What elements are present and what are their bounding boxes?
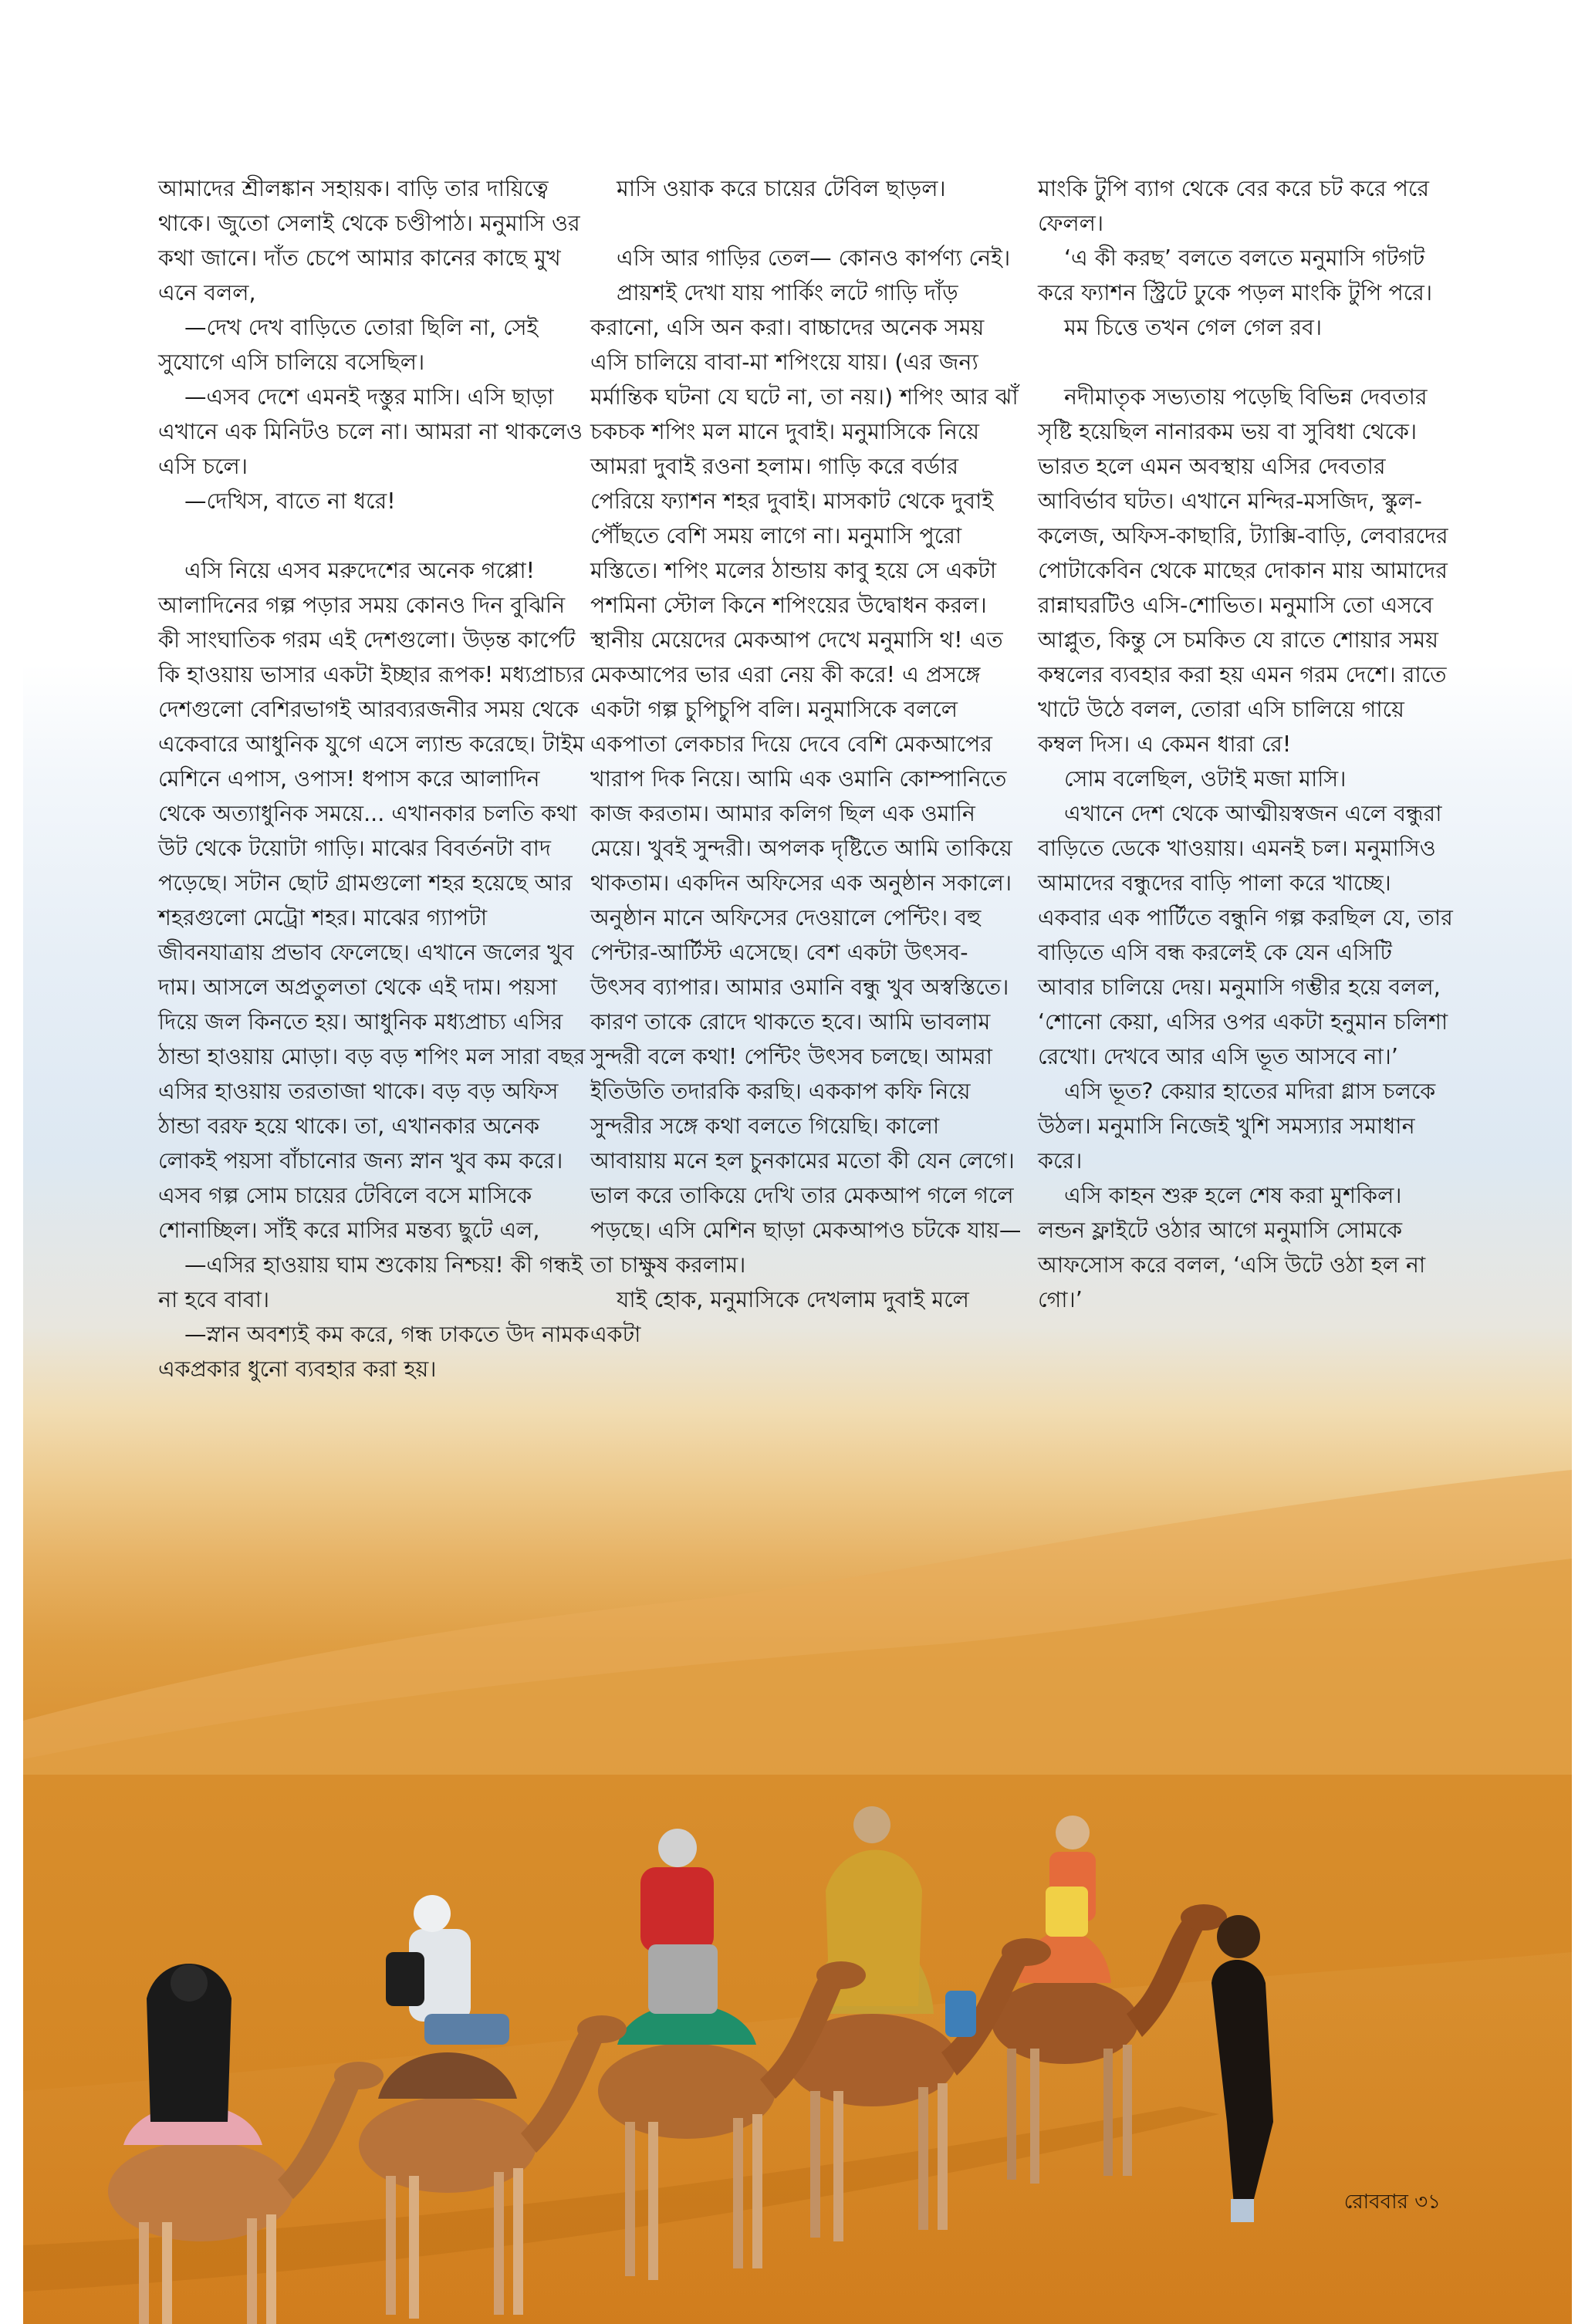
paragraph: মম চিত্তে তখন গেল গেল রব। <box>1064 315 1323 340</box>
paragraph: এসি ভূত? কেয়ার হাতের মদিরা গ্লাস চলকে উঠল। মনুমাসি নিজেই খুশি সমস্যার সমাধান করে। <box>1038 1079 1436 1174</box>
paragraph: —এসব দেশে এমনই দস্তুর মাসি। এসি ছাড়া এখানে এক মিনিটও চলে না। আমরা না থাকলেও এসি চলে। <box>158 384 583 479</box>
text-column-1 <box>158 171 590 1387</box>
camel-caravan-photo <box>23 1659 1572 2324</box>
paragraph: —স্নান অবশ্যই কম করে, গন্ধ ঢাকতে উদ নামক একপ্রকার ধুনো ব্যবহার করা হয়। <box>158 1322 590 1382</box>
paragraph: —দেখিস, বাতে না ধরে! <box>184 488 396 514</box>
paragraph: মাংকি টুপি ব্যাগ থেকে বের করে চট করে পরে ফেলল। <box>1038 176 1430 236</box>
paragraph: যাই হোক, মনুমাসিকে দেখলাম দুবাই মলে একটা <box>590 1287 969 1347</box>
paragraph: এসি নিয়ে এসব মরুদেশের অনেক গপ্পো! আলাদিনের গল্প পড়ার সময় কোনও দিন বুঝিনি কী সাংঘাতিক গরম এই দেশগুলো। উড়ন্ত কার্পেট কি হাওয়ায় ভাসার একটা ইচ্ছার রূপক! মধ্যপ্রাচ্যর দেশগুলো বেশিরভাগই আরব্যরজনীর সময় থেকে একেবারে আধুনিক যুগে এসে ল্যান্ড করেছে। টাইম মেশিনে এপাস, ওপাস! ধপাস করে আলাদিন থেকে অত্যাধুনিক সময়ে... এখানকার চলতি কথা উট থেকে টয়োটা গাড়ি। মাঝের বিবর্তনটা বাদ পড়েছে। সটান ছোট গ্রামগুলো শহর হয়েছে আর শহরগুলো মেট্রো শহর। মাঝের গ্যাপটা জীবনযাত্রায় প্রভাব ফেলেছে। এখানে জলের খুব দাম। আসলে অপ্রতুলতা থেকে এই দাম। পয়সা দিয়ে জল কিনতে হয়। আধুনিক মধ্যপ্রাচ্য এসির ঠান্ডা হাওয়ায় মোড়া। বড় বড় শপিং মল সারা বছর এসির হাওয়ায় তরতাজা থাকে। বড় বড় অফিস ঠান্ডা বরফ হয়ে থাকে। তা, এখানকার অনেক লোকই পয়সা বাঁচানোর জন্য স্নান খুব কম করে। এসব গল্প সোম চায়ের টেবিলে বসে মাসিকে শোনাচ্ছিল। সাঁই করে মাসির মন্তব্য ছুটে এল, <box>158 558 586 1243</box>
paragraph: এসি কাহন শুরু হলে শেষ করা মুশকিল। লন্ডন ফ্লাইটে ওঠার আগে মনুমাসি সোমকে আফসোস করে বলল, ‘এসি উটে ওঠা হল না গো।’ <box>1038 1183 1426 1312</box>
text-column-2 <box>590 171 1022 1352</box>
paragraph: এখানে দেশ থেকে আত্মীয়স্বজন এলে বন্ধুরা বাড়িতে ডেকে খাওয়ায়। এমনই চল। মনুমাসিও আমাদের বন্ধুদের বাড়ি পালা করে খাচ্ছে। একবার এক পার্টিতে বন্ধুনি গল্প করছিল যে, তার বাড়িতে এসি বন্ধ করলেই কে যেন এসিটি আবার চালিয়ে দেয়। মনুমাসি গম্ভীর হয়ে বলল, ‘শোনো কেয়া, এসির ওপর একটা হনুমান চলিশা রেখো। দেখবে আর এসি ভূত আসবে না।’ <box>1038 801 1453 1069</box>
paragraph: ‘এ কী করছ’ বলতে বলতে মনুমাসি গটগট করে ফ্যাশন স্ট্রিটে ঢুকে পড়ল মাংকি টুপি পরে। <box>1038 245 1433 306</box>
paragraph: —দেখ দেখ বাড়িতে তোরা ছিলি না, সেই সুযোগে এসি চালিয়ে বসেছিল। <box>158 315 539 375</box>
page-folio: রোববার ৩১ <box>1343 2191 1441 2214</box>
paragraph: এসি আর গাড়ির তেল— কোনও কার্পণ্য নেই। <box>617 245 1011 271</box>
paragraph: প্রায়শই দেখা যায় পার্কিং লটে গাড়ি দাঁড় করানো, এসি অন করা। বাচ্চাদের অনেক সময় এসি চালিয়ে বাবা-মা শপিংয়ে যায়। (এর জন্য মর্মান্তিক ঘটনা যে ঘটে না, তা নয়।) শপিং আর ঝাঁ চকচক শপিং মল মানে দুবাই। মনুমাসিকে নিয়ে আমরা দুবাই রওনা হলাম। গাড়ি করে বর্ডার পেরিয়ে ফ্যাশন শহর দুবাই। মাসকাট থেকে দুবাই পৌঁছতে বেশি সময় লাগে না। মনুমাসি পুরো মস্তিতে। শপিং মলের ঠান্ডায় কাবু হয়ে সে একটা পশমিনা স্টোল কিনে শপিংয়ের উদ্বোধন করল। স্থানীয় মেয়েদের মেকআপ দেখে মনুমাসি থ! এত মেকআপের ভার এরা নেয় কী করে! এ প্রসঙ্গে একটা গল্প চুপিচুপি বলি। মনুমাসিকে বললে একপাতা লেকচার দিয়ে দেবে বেশি মেকআপের খারাপ দিক নিয়ে। আমি এক ওমানি কোম্পানিতে কাজ করতাম। আমার কলিগ ছিল এক ওমানি মেয়ে। খুবই সুন্দরী। অপলক দৃষ্টিতে আমি তাকিয়ে থাকতাম। একদিন অফিসের এক অনুষ্ঠান সকালে। অনুষ্ঠান মানে অফিসের দেওয়ালে পেন্টিং। বহু পেন্টার-আর্টিস্ট এসেছে। বেশ একটা উৎসব-উৎসব ব্যাপার। আমার ওমানি বন্ধু খুব অস্বস্তিতে। কারণ তাকে রোদে থাকতে হবে। আমি ভাবলাম সুন্দরী বলে কথা! পেন্টিং উৎসব চলছে। আমরা ইতিউতি তদারকি করছি। এককাপ কফি নিয়ে সুন্দরীর সঙ্গে কথা বলতে গিয়েছি। কালো আবায়ায় মনে হল চুনকামের মতো কী যেন লেগে। ভাল করে তাকিয়ে দেখি তার মেকআপ গলে গলে পড়ছে। এসি মেশিন ছাড়া মেকআপও চটকে যায়— তা চাক্ষুষ করলাম। <box>590 280 1022 1278</box>
article-body <box>158 171 1453 1637</box>
paragraph: নদীমাতৃক সভ্যতায় পড়েছি বিভিন্ন দেবতার সৃষ্টি হয়েছিল নানারকম ভয় বা সুবিধা থেকে। ভারত হলে এমন অবস্থায় এসির দেবতার আবির্ভাব ঘটত। এখানে মন্দির-মসজিদ, স্কুল-কলেজ, অফিস-কাছারি, ট্যাক্সি-বাড়ি, লেবারদের পোটাকেবিন থেকে মাছের দোকান মায় আমাদের রান্নাঘরটিও এসি-শোভিত। মনুমাসি তো এসবে আপ্লুত, কিন্তু সে চমকিত যে রাতে শোয়ার সময় কম্বলের ব্যবহার করা হয় এমন গরম দেশে। রাতে খাটে উঠে বলল, তোরা এসি চালিয়ে গায়ে কম্বল দিস। এ কেমন ধারা রে! <box>1038 384 1448 757</box>
paragraph: আমাদের শ্রীলঙ্কান সহায়ক। বাড়ি তার দায়িত্বে থাকে। জুতো সেলাই থেকে চণ্ডীপাঠ। মনুমাসি ওর কথা জানে। দাঁত চেপে আমার কানের কাছে মুখ এনে বলল, <box>158 176 580 306</box>
paragraph: —এসির হাওয়ায় ঘাম শুকোয় নিশ্চয়! কী গন্ধই না হবে বাবা। <box>158 1252 583 1312</box>
text-column-3 <box>1038 171 1455 1317</box>
paragraph: মাসি ওয়াক করে চায়ের টেবিল ছাড়ল। <box>617 176 946 201</box>
paragraph: সোম বলেছিল, ওটাই মজা মাসি। <box>1064 766 1347 792</box>
